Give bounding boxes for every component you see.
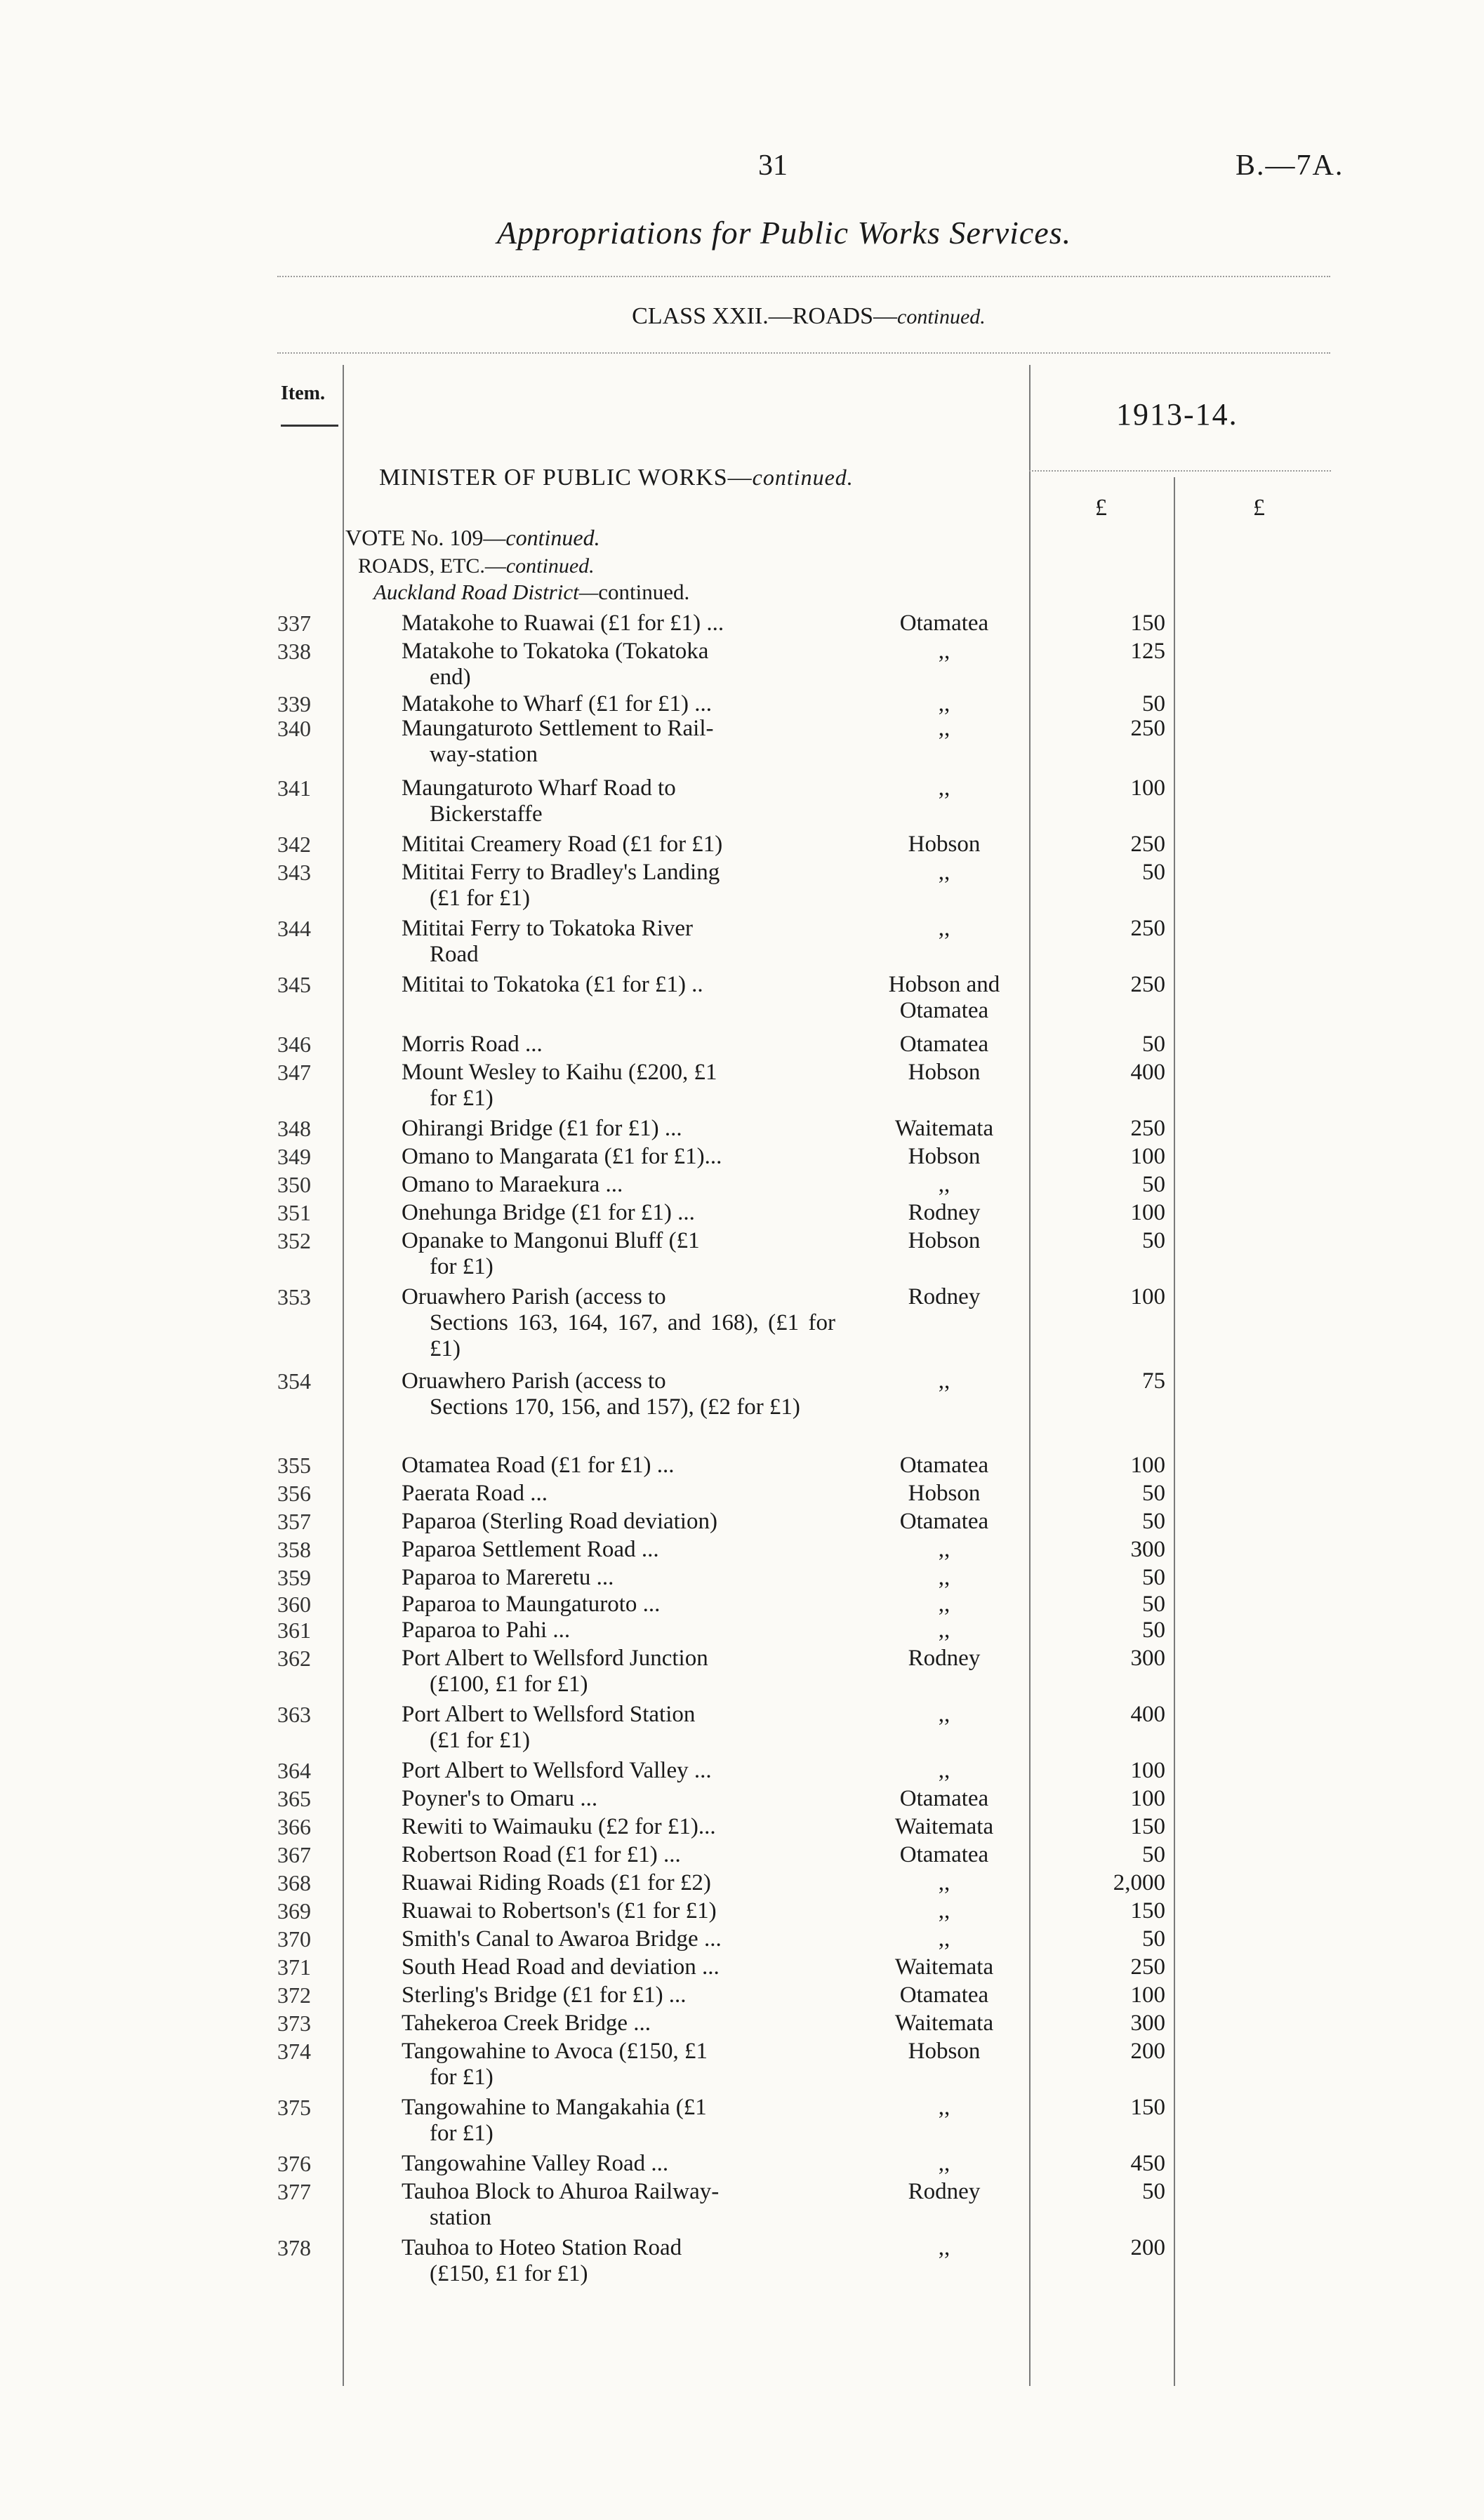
column-divider [343,365,344,2386]
electorate: ,, [938,1565,950,1590]
item-description [402,1481,835,1507]
description-continuation: station [430,2205,491,2230]
item-description [402,1032,835,1058]
electorate: ,, [938,775,950,801]
description-line: Mititai to Tokatoka (£1 for £1) .. [402,972,703,997]
description-line: Tahekeroa Creek Bridge ... [402,2011,651,2036]
item-number: 361 [277,1618,311,1643]
electorate: ,, [938,1702,950,1727]
roads-continued: continued. [505,554,595,578]
description-line: Port Albert to Wellsford Valley ... [402,1758,712,1783]
item-description [402,1758,835,1784]
description-continuation: way-station [430,742,538,767]
item-number: 347 [277,1060,311,1085]
description-line: Ruawai to Robertson's (£1 for £1) [402,1898,717,1924]
description-line: Matakohe to Tokatoka (Tokatoka [402,639,709,664]
electorate: ,, [938,639,950,664]
item-number: 371 [277,1954,311,1980]
amount: 2,000 [1113,1870,1165,1895]
amount: 200 [1130,2235,1165,2260]
description-line: Paparoa (Sterling Road deviation) [402,1509,717,1534]
item-description [402,1228,835,1280]
description-continuation: for £1) [430,1254,493,1279]
description-continuation: (£1 for £1) [430,886,530,911]
item-number: 345 [277,972,311,997]
item-description [402,1537,835,1563]
electorate: ,, [938,1870,950,1895]
description-line: Matakohe to Ruawai (£1 for £1) ... [402,611,724,636]
amount: 200 [1130,2039,1165,2064]
item-number: 357 [277,1509,311,1534]
item-description [402,1786,835,1812]
item-number: 367 [277,1842,311,1867]
item-description [402,1926,835,1952]
pound-symbol-col1: £ [1095,495,1107,521]
item-description [402,860,835,912]
description-continuation: for £1) [430,2121,493,2146]
amount: 150 [1130,1898,1165,1924]
description-line: Paparoa to Maungaturoto ... [402,1592,661,1617]
description-line: Oruawhero Parish (access to [402,1368,666,1394]
roads-text: ROADS, ETC.— [358,554,506,578]
electorate: Hobson [908,1481,981,1506]
vote-heading [345,525,600,551]
amount: 50 [1142,1592,1165,1617]
item-description [402,1898,835,1924]
amount: 400 [1130,1702,1165,1727]
item-number: 370 [277,1926,311,1952]
class-heading-continued: continued. [897,305,986,328]
item-number: 340 [277,716,311,741]
minister-heading [379,465,854,491]
amount: 100 [1130,775,1165,801]
item-number: 364 [277,1758,311,1783]
amount: 100 [1130,1786,1165,1811]
description-line: Tauhoa to Hoteo Station Road [402,2235,682,2260]
item-number: 344 [277,916,311,941]
item-description [402,2179,835,2231]
amount: 250 [1130,916,1165,941]
item-number: 339 [277,691,311,716]
electorate: ,, [938,2151,950,2176]
electorate: Otamatea [899,611,989,636]
item-number: 368 [277,1870,311,1895]
description-line: Sterling's Bridge (£1 for £1) ... [402,1982,687,2008]
description-line: Paparoa to Mareretu ... [402,1565,614,1590]
item-description [402,1565,835,1591]
item-description [402,1592,835,1618]
amount: 100 [1130,1284,1165,1309]
item-number: 374 [277,2039,311,2064]
item-description [402,716,835,768]
description-line: Tangowahine Valley Road ... [402,2151,669,2176]
electorate: Otamatea [899,1842,989,1867]
item-description [402,691,835,717]
description-line: Morris Road ... [402,1032,543,1057]
description-continuation: Road [430,942,479,967]
electorate: ,, [938,691,950,716]
item-number: 353 [277,1284,311,1309]
item-description [402,1284,835,1362]
electorate: Otamatea [899,1032,989,1057]
item-number: 373 [277,2011,311,2036]
item-number: 375 [277,2095,311,2120]
electorate: Waitemata [894,2011,994,2036]
item-number: 346 [277,1032,311,1057]
amount: 250 [1130,1954,1165,1980]
description-line: Tauhoa Block to Ahuroa Railway- [402,2179,720,2204]
electorate: Hobson [908,1228,981,1253]
divider [277,352,1330,354]
item-description [402,2235,835,2287]
amount: 250 [1130,832,1165,857]
electorate: Rodney [908,1200,981,1225]
description-line: Ohirangi Bridge (£1 for £1) ... [402,1116,682,1141]
electorate: Otamatea [899,1786,989,1811]
item-description [402,1200,835,1226]
page-title: Appropriations for Public Works Services. [496,215,1072,251]
electorate: ,, [938,1618,950,1643]
electorate: Otamatea [899,1509,989,1534]
item-description [402,611,835,636]
electorate: ,, [938,1537,950,1562]
amount: 50 [1142,1565,1165,1590]
item-description [402,916,835,968]
amount: 150 [1130,2095,1165,2120]
electorate: ,, [938,716,950,741]
electorate: ,, [938,2095,950,2120]
amount: 50 [1142,1228,1165,1253]
electorate: Otamatea [899,1453,989,1478]
item-number: 356 [277,1481,311,1506]
item-number: 369 [277,1898,311,1924]
description-line: Paparoa Settlement Road ... [402,1537,659,1562]
class-heading [0,303,1484,330]
electorate: ,, [938,1758,950,1783]
class-heading-text: CLASS XXII.—ROADS— [632,303,897,329]
item-header-underline [281,425,338,427]
item-description [402,1814,835,1840]
item-description [402,639,835,691]
electorate: Hobson and Otamatea [888,972,1000,1023]
description-continuation: Bickerstaffe [430,801,543,827]
amount: 50 [1142,1032,1165,1057]
item-description [402,2151,835,2177]
amount: 50 [1142,1926,1165,1952]
electorate: Otamatea [899,1982,989,2008]
description-line: Mount Wesley to Kaihu (£200, £1 [402,1060,717,1085]
description-line: Rewiti to Waimauku (£2 for £1)... [402,1814,716,1839]
amount: 100 [1130,1200,1165,1225]
description-line: Port Albert to Wellsford Junction [402,1646,708,1671]
item-description [402,2011,835,2036]
amount: 75 [1142,1368,1165,1394]
description-line: Maungaturoto Wharf Road to [402,775,676,801]
item-description [402,1172,835,1198]
item-number: 338 [277,639,311,664]
description-line: Smith's Canal to Awaroa Bridge ... [402,1926,722,1952]
item-description [402,1646,835,1698]
item-number: 376 [277,2151,311,2176]
item-description [402,1618,835,1644]
amount: 125 [1130,639,1165,664]
electorate: Hobson [908,1060,981,1085]
description-line: Tangowahine to Mangakahia (£1 [402,2095,707,2120]
amount: 300 [1130,1646,1165,1671]
amount: 400 [1130,1060,1165,1085]
amount: 100 [1130,1758,1165,1783]
description-continuation: (£150, £1 for £1) [430,2261,588,2286]
amount: 50 [1142,1618,1165,1643]
amount: 50 [1142,860,1165,885]
description-line: Maungaturoto Settlement to Rail- [402,716,714,741]
item-description [402,1509,835,1535]
description-continuation: end) [430,665,471,690]
item-number: 365 [277,1786,311,1811]
electorate: Hobson [908,2039,981,2064]
amount: 150 [1130,611,1165,636]
description-line: Poyner's to Omaru ... [402,1786,598,1811]
item-description [402,2039,835,2091]
item-description [402,1453,835,1479]
item-number: 348 [277,1116,311,1141]
item-number: 355 [277,1453,311,1478]
electorate: Rodney [908,2179,981,2204]
description-line: Mititai Ferry to Tokatoka River [402,916,694,941]
item-number: 349 [277,1144,311,1169]
electorate: ,, [938,860,950,885]
amount: 250 [1130,972,1165,997]
item-description [402,775,835,827]
description-continuation: for £1) [430,2065,493,2090]
divider [1029,470,1331,472]
amount: 250 [1130,1116,1165,1141]
description-line: Robertson Road (£1 for £1) ... [402,1842,681,1867]
page-number: 31 [758,149,788,182]
amount: 50 [1142,1172,1165,1197]
description-line: Opanake to Mangonui Bluff (£1 [402,1228,700,1253]
electorate: ,, [938,2235,950,2260]
item-column-header: Item. [281,382,325,404]
electorate: ,, [938,1898,950,1924]
description-line: Paparoa to Pahi ... [402,1618,571,1643]
electorate: Rodney [908,1284,981,1309]
electorate: ,, [938,1592,950,1617]
description-line: Ruawai Riding Roads (£1 for £2) [402,1870,711,1895]
electorate: ,, [938,916,950,941]
amount: 300 [1130,1537,1165,1562]
amount: 300 [1130,2011,1165,2036]
amount: 450 [1130,2151,1165,2176]
district-heading [373,580,689,605]
amount: 100 [1130,1453,1165,1478]
column-divider [1174,477,1175,2386]
description-line: Paerata Road ... [402,1481,548,1506]
minister-text: MINISTER OF PUBLIC WORKS— [379,465,753,491]
item-number: 366 [277,1814,311,1839]
pound-symbol-col2: £ [1253,495,1265,521]
document-reference: B.—7A. [1235,149,1344,182]
minister-continued: continued. [752,465,854,490]
item-number: 372 [277,1982,311,2008]
description-line: Otamatea Road (£1 for £1) ... [402,1453,675,1478]
item-description [402,1702,835,1754]
description-line: Tangowahine to Avoca (£150, £1 [402,2039,708,2064]
amount: 50 [1142,1842,1165,1867]
amount: 250 [1130,716,1165,741]
item-number: 359 [277,1565,311,1590]
item-number: 343 [277,860,311,885]
description-line: Oruawhero Parish (access to [402,1284,666,1309]
description-continuation: (£100, £1 for £1) [430,1672,588,1697]
vote-text: VOTE No. 109— [345,525,506,550]
description-continuation: for £1) [430,1086,493,1111]
item-number: 363 [277,1702,311,1727]
amount: 100 [1130,1144,1165,1169]
electorate: Waitemata [894,1116,994,1141]
item-description [402,1954,835,1980]
description-line: South Head Road and deviation ... [402,1954,720,1980]
item-number: 354 [277,1368,311,1394]
electorate: Waitemata [894,1954,994,1980]
item-description [402,1870,835,1896]
electorate: ,, [938,1172,950,1197]
amount: 50 [1142,2179,1165,2204]
description-line: Omano to Maraekura ... [402,1172,623,1197]
amount: 150 [1130,1814,1165,1839]
item-number: 358 [277,1537,311,1562]
item-number: 350 [277,1172,311,1197]
item-number: 377 [277,2179,311,2204]
amount: 50 [1142,1509,1165,1534]
description-line: Omano to Mangarata (£1 for £1)... [402,1144,722,1169]
electorate: Rodney [908,1646,981,1671]
district-continued: continued. [598,580,690,604]
item-description [402,1144,835,1170]
item-number: 360 [277,1592,311,1617]
divider [277,276,1330,277]
item-description [402,1116,835,1142]
item-number: 378 [277,2235,311,2260]
description-line: Onehunga Bridge (£1 for £1) ... [402,1200,695,1225]
item-number: 337 [277,611,311,636]
description-line: Mititai Ferry to Bradley's Landing [402,860,720,885]
description-continuation: (£1 for £1) [430,1728,530,1753]
electorate: ,, [938,1368,950,1394]
item-description [402,1982,835,2008]
amount: 50 [1142,691,1165,716]
district-text: Auckland Road District— [373,580,599,604]
item-description [402,1842,835,1868]
description-continuation: Sections 163, 164, 167, and 168), (£1 for £1) [430,1310,835,1361]
roads-heading [358,554,595,578]
electorate: Hobson [908,832,981,857]
vote-continued: continued. [505,525,600,550]
electorate: ,, [938,1926,950,1952]
electorate: Waitemata [894,1814,994,1839]
description-continuation: Sections 170, 156, and 157), (£2 for £1) [430,1394,800,1420]
amount: 100 [1130,1982,1165,2008]
item-description [402,1060,835,1112]
item-number: 341 [277,775,311,801]
item-description [402,1368,835,1420]
year-column-header: 1913-14. [1116,397,1238,432]
amount: 50 [1142,1481,1165,1506]
item-number: 362 [277,1646,311,1671]
item-description [402,972,835,998]
item-number: 352 [277,1228,311,1253]
description-line: Port Albert to Wellsford Station [402,1702,696,1727]
description-line: Mititai Creamery Road (£1 for £1) [402,832,723,857]
item-description [402,832,835,858]
item-number: 351 [277,1200,311,1225]
description-line: Matakohe to Wharf (£1 for £1) ... [402,691,713,716]
item-number: 342 [277,832,311,857]
item-description [402,2095,835,2147]
electorate: Hobson [908,1144,981,1169]
